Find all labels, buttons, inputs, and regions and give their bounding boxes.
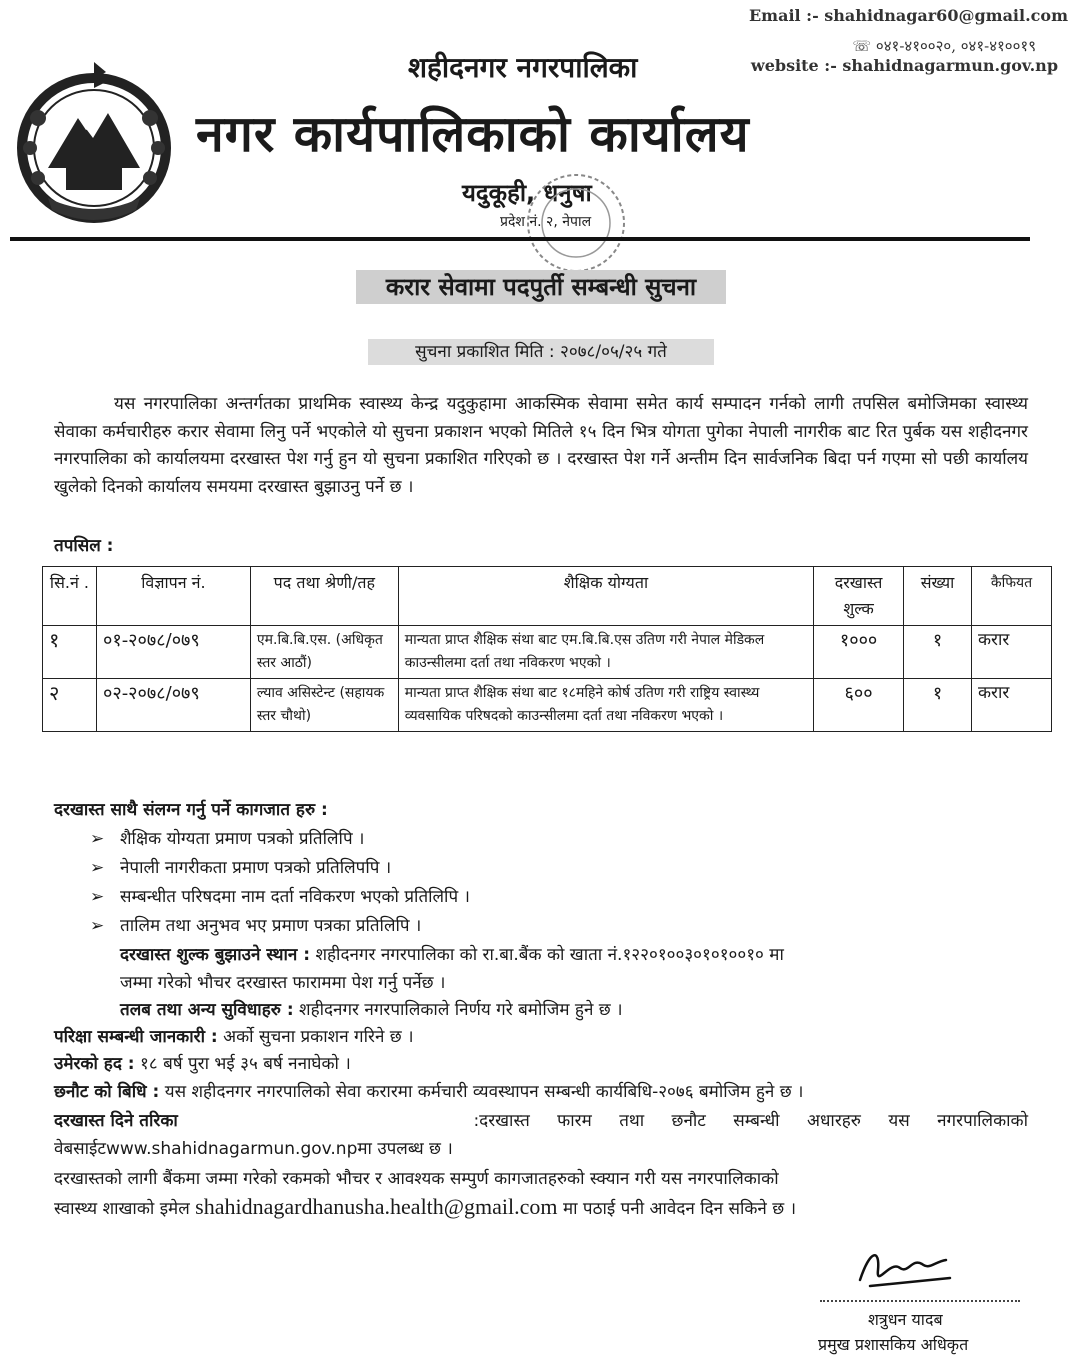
age-line: [54, 1051, 351, 1074]
salary-text: शहीदनगर नगरपालिकाले निर्णय गरे बमोजिम हुने छ ।: [299, 1000, 623, 1020]
selection-label: छनौट को बिधि :: [54, 1082, 160, 1102]
notice-body: [54, 391, 1028, 501]
list-item-text: नेपाली नागरीकता प्रमाण पत्रको प्रतिलिपपि ।: [120, 858, 392, 878]
arrow-bullet-icon: ➢: [90, 858, 105, 878]
phone-numbers: ०४१-४१००२०, ०४१-४१००१९: [875, 37, 1036, 55]
cell-post: ल्याव असिस्टेन्ट (सहायक स्तर चौथो): [250, 679, 398, 732]
fee-text-2: जम्मा गरेको भौचर दरखास्त फाराममा पेश गर्नु पर्नेछ ।: [120, 973, 446, 993]
cell-post: एम.बि.बि.एस. (अधिकृत स्तर आठौं): [250, 626, 398, 679]
phone-icon: ☏: [852, 37, 872, 55]
office-title: नगर कार्यपालिकाको कार्यालय: [196, 105, 750, 163]
contact-phone: [852, 36, 1036, 56]
arrow-bullet-icon: ➢: [90, 916, 105, 936]
salary-line: [120, 997, 623, 1020]
contact-email: Email :- shahidnagar60@gmail.com: [748, 6, 1068, 25]
municipality-name: शहीदनगर नगरपालिका: [408, 51, 638, 84]
table-header-row: [43, 567, 1052, 626]
cell-sn: २: [43, 679, 97, 732]
list-item-text: शैक्षिक योग्यता प्रमाण पत्रको प्रतिलिपि ।: [120, 829, 365, 849]
col-header-post: पद तथा श्रेणी/तह: [250, 567, 398, 626]
arrow-bullet-icon: ➢: [90, 829, 105, 849]
signatory-name: शत्रुधन यादब: [868, 1310, 943, 1329]
col-header-sn: सि.नं .: [43, 567, 97, 626]
arrow-bullet-icon: ➢: [90, 887, 105, 907]
list-item: [90, 913, 421, 936]
email-note-line-1: दरखास्तको लागी बैंकमा जम्मा गरेको रकमको भौचर र आवश्यक सम्पुर्ण कागजातहरुको स्क्यान गरी यस नगरपालिकाको: [54, 1169, 779, 1189]
fee-text: शहीदनगर नगरपालिका को रा.बा.बैंक को खाता नं.१२२०१००३०१०१००१० मा: [315, 945, 784, 965]
office-stamp-icon: [506, 168, 646, 278]
cell-count: १: [904, 626, 972, 679]
email-note-text-end: मा पठाई पनी आवेदन दिन सकिने छ ।: [562, 1199, 797, 1219]
cell-ad-no: ०१-२०७८/०७९: [96, 626, 250, 679]
exam-text: अर्को सुचना प्रकाशन गरिने छ ।: [223, 1027, 414, 1047]
selection-line: [54, 1079, 803, 1102]
fee-label: दरखास्त शुल्क बुझाउने स्थान :: [120, 945, 311, 965]
cell-sn: १: [43, 626, 97, 679]
signature-icon: [850, 1240, 960, 1298]
government-emblem-icon: [8, 48, 180, 234]
col-header-ad-no: विज्ञापन नं.: [96, 567, 250, 626]
signature-line: [820, 1300, 1020, 1302]
table-row: [43, 679, 1052, 732]
exam-line: [54, 1024, 414, 1047]
exam-label: परिक्षा सम्बन्धी जानकारी :: [54, 1027, 218, 1047]
col-header-fee: दरखास्त शुल्क: [814, 567, 904, 626]
age-text: १८ बर्ष पुरा भई ३५ बर्ष ननाघेको ।: [140, 1054, 351, 1074]
table-row: [43, 626, 1052, 679]
email-note-text: स्वास्थ्य शाखाको इमेल: [54, 1199, 190, 1219]
method-label: दरखास्त दिने तरिका: [54, 1111, 178, 1131]
cell-remarks: करार: [972, 679, 1052, 732]
age-label: उमेरको हद :: [54, 1054, 135, 1074]
office-location: यदुकूही, धनुषा: [462, 179, 592, 207]
vacancy-table: [42, 566, 1052, 732]
list-item: [90, 855, 391, 878]
notice-title: करार सेवामा पदपुर्ती सम्बन्धी सुचना: [356, 270, 726, 304]
health-email-link[interactable]: shahidnagardhanusha.health@gmail.com: [195, 1194, 558, 1219]
cell-count: १: [904, 679, 972, 732]
cell-qualification: मान्यता प्राप्त शैक्षिक संथा बाट १८महिने कोर्ष उतिण गरी राष्ट्रिय स्वास्थ्य व्यवसायिक परिषदको काउन्सीलमा दर्ता तथा नविकरण भएको ।: [398, 679, 813, 732]
signatory-title: प्रमुख प्रशासकिय अधिकृत: [818, 1335, 969, 1354]
schedule-label: तपसिल :: [54, 536, 114, 556]
cell-remarks: करार: [972, 626, 1052, 679]
list-item-text: सम्बन्धीत परिषदमा नाम दर्ता नविकरण भएको प्रतिलिपि ।: [120, 887, 470, 907]
cell-fee: ६००: [814, 679, 904, 732]
cell-fee: १०००: [814, 626, 904, 679]
email-note-line-2: [54, 1194, 796, 1220]
documents-heading: दरखास्त साथै संलग्न गर्नु पर्ने कागजात हरु :: [54, 800, 328, 820]
col-header-count: संख्या: [904, 567, 972, 626]
col-header-qualification: शैक्षिक योग्यता: [398, 567, 813, 626]
selection-text: यस शहीदनगर नगरपालिको सेवा करारमा कर्मचारी व्यवस्थापन सम्बन्धी कार्यबिधि-२०७६ बमोजिम हुने छ ।: [164, 1082, 804, 1102]
contact-website: website :- shahidnagarmun.gov.np: [750, 56, 1058, 75]
list-item-text: तालिम तथा अनुभव भए प्रमाण पत्रका प्रतिलिपि ।: [120, 916, 422, 936]
notice-body-text: यस नगरपालिका अन्तर्गतका प्राथमिक स्वास्थ्य केन्द्र यदुकुहामा आकस्मिक सेवामा समेत कार्य सम्पादन गर्नको लागी तपसिल बमोजिमका स्वास्थ्य सेवाका कर्मचारीहरु करार सेवामा लिनु पर्ने भएकोले यो सुचना प्रकाशन भएको मितिले १५ दिन भित्र योगता पुगेका नेपाली नागरीक बाट रित पुर्बक यस शहीदनगर नगरपालिका को कार्यालयमा दरखास्त पेश गर्नु हुन यो सुचना प्रकाशित गरिएको छ । दरखास्त पेश गर्ने अन्तीम दिन सार्वजनिक बिदा पर्न गएमा सो पछी कार्यालय खुलेको दिनको कार्यालय समयमा दरखास्त बुझाउनु पर्ने छ ।: [54, 394, 1028, 497]
list-item: [90, 884, 470, 907]
method-text-2: वेबसाईटwww.shahidnagarmun.gov.npमा उपलब्ध छ ।: [54, 1139, 453, 1159]
cell-qualification: मान्यता प्राप्त शैक्षिक संथा बाट एम.बि.बि.एस उतिण गरी नेपाल मेडिकल काउन्सीलमा दर्ता तथा नविकरण भएको ।: [398, 626, 813, 679]
province-label: प्रदेश नं. २, नेपाल: [500, 214, 592, 230]
method-text: :दरखास्त फारम तथा छनौट सम्बन्धी अधारहरु यस नगरपालिकाको: [473, 1111, 1028, 1131]
publication-date: सुचना प्रकाशित मिति : २०७८/०५/२५ गते: [368, 339, 714, 365]
cell-ad-no: ०२-२०७८/०७९: [96, 679, 250, 732]
list-item: [90, 826, 364, 849]
fee-line: [120, 942, 784, 965]
salary-label: तलब तथा अन्य सुविधाहरु :: [120, 1000, 294, 1020]
col-header-remarks: कैफियत: [972, 567, 1052, 626]
method-line: [54, 1108, 1028, 1131]
header-divider: [10, 237, 1030, 241]
